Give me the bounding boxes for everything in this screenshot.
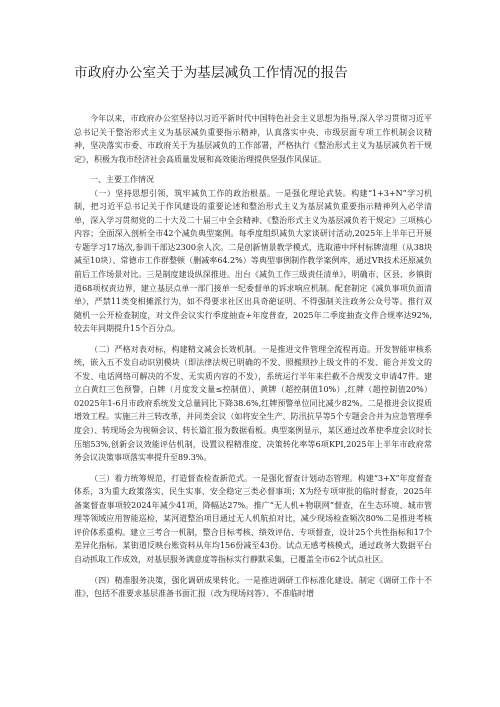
document-title: 市政府办公室关于为基层减负工作情况的报告 bbox=[74, 65, 348, 81]
paragraph-2: （二）严格对表对标，构建精文减会长效机制。一是推进文件管理全流程再造。开发智能审核系统，嵌入五不发自动识别模块（即法律法规已明确的不发、照搬照抄上级文件的不发、能合并发文的不发、电话网络可解决的不发、无实质内容的不发），系统运行半年来拦截不合规发文申请47件。建立白黄红三色预警，白牌（月度发文量≤控制值）、黄牌（超控制值10%）,红牌（超控制值20%）02025年1-6月市政府系统发文总量同比下降38.6%,红牌预警单位同比减少82%。二是推进会议提质增效工程。实施三并三转改革，并同类会议（如将安全生产、防汛抗旱等5个专题会合并为应急管理季度会）、转现场会为视频会议、转长篇汇报为数据看板。典型案例显示，某区通过改革使季度会议时长压缩53%,创新会议效能评估机制，设置议程精准度、决策转化率等6项KPI,2025年上半年市政府常务会议决策事项落实率提升至89.3%。 bbox=[74, 344, 432, 463]
paragraph-4: （四）精准服务决策，强化调研成果转化。一是推进调研工作标准化建设。制定《调研工作十不准》，包括不准要求基层准备书面汇报（改为现场问答）、不准临时增 bbox=[74, 575, 432, 599]
section-heading: 一、主要工作情况 bbox=[90, 175, 154, 185]
paragraph-3: （三）着力统筹规范，打造督查检查新范式。一是强化督查计划动态管理。构建“3+X”年度督查体系，3为重大政策落实、民生实事、安全稳定三类必督事项；X为经专项审批的临时督查，2025年备案督查事项较2024年减少41项，降幅达27%。推广“无人机+物联网”督查，在生态环境、城市管理等领域应用智能巡检，某河道整治项目通过无人机航拍对比，减少现场检查频次80%二是推进考核评价体系重构。建立三考合一机制，整合目标考核、绩效评估、专项督查，设计25个共性指标和17个差异化指标。某街道反映台账资料从年均156份减至43份。试点无感考核模式，通过政务大数据平台自动抓取工作成效，对基层服务满意度等指标实行静默采集，已覆盖全市62个试点社区。 bbox=[74, 473, 432, 564]
paragraph-1: （一）坚持思想引领，筑牢减负工作的政治根基。一是强化理论武装。构建“1+3+N”学习机制，把习近平总书记关于作风建设的重要论述和整治形式主义为基层减负重要指示精神列入必学清单，深入学习贯彻党的二十大及二十届三中全会精神、《整治形式主义为基层减负若干规定》三项核心内容；全面深入剖析全市42个减负典型案例。每季度组织减负大家谈研讨活动,2025年上半年已开展专题学习17场次,参训干部达2300余人次。二是创新情景教学模式，选取港中坪村标牌清理（从38块减至10块）、常德市工作群整顿（删减率64.2%）等典型事例制作教学案例库，通过VR技术还原减负前后工作场景对比。三是制度建设纵深推进。出台《减负工作三级责任清单》，明确市、区县、乡镇街道68项权责边界，建立基层点单一部门接单一纪委督单的诉求响应机制。配套制定《减负事项负面清单》，严禁11类变相摊派行为，如不得要求社区出具奇葩证明、不得强制关注政务公众号等。推行双随机一公开检查制度，对文件会议实行季度抽查+年度普查，2025年二季度抽查文件合规率达92%,较去年同期提升15个百分点。 bbox=[74, 188, 432, 334]
intro-paragraph: 今年以来，市政府办公室坚持以习近平新时代中国特色社会主义思想为指导,深入学习贯彻习近平总书记关于整治形式主义为基层减负重要指示精神，认真落实中央、市级层面专项工作机制会议精神，坚决落实市委、市政府关于为基层减负的工作部署，严格执行《整治形式主义为基层减负若干规定》，积极为我市经济社会高质量发展和高效能治理提供坚强作风保证。 bbox=[74, 114, 432, 164]
document-body bbox=[74, 112, 432, 601]
